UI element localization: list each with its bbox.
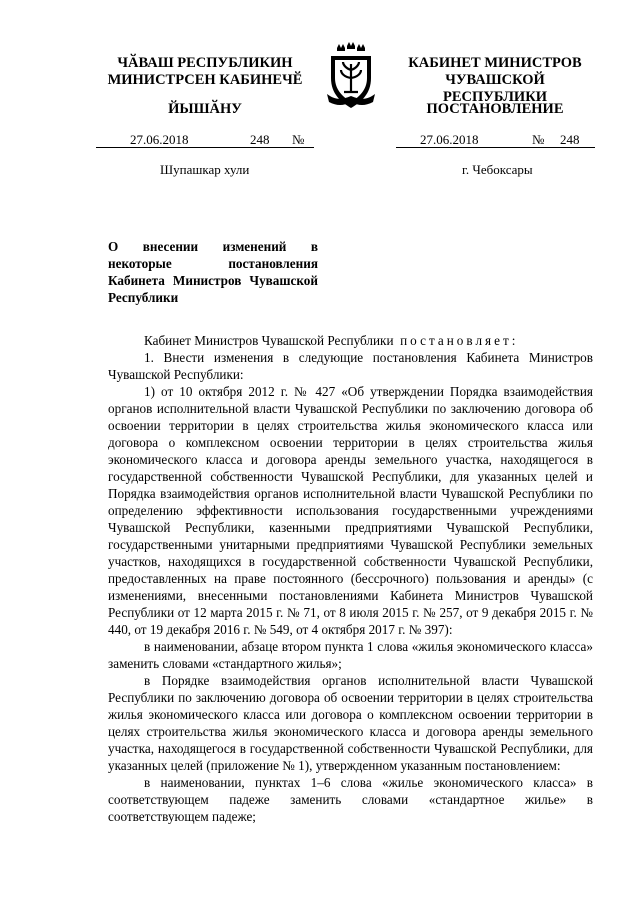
paragraph-2: 1) от 10 октября 2012 г. № 427 «Об утверждении Порядка взаимодействия органов исполнительной власти Чувашской Республики по заключению договора об освоении территории в целях строительства жилья экономического класса или договора о комплексном освоении территории в целях строительства жилья экономического класса и договора аренды земельного участка, находящегося в государственной собственности Чувашской Республики, для указанных целей и Порядка взаимодействия органов исполнительной власти Чувашской Республики по определению эффективности использования государственными учреждениями Чувашской Республики, казенными предприятиями Чувашской Республики, государственными унитарными предприятиями Чувашской Республики земельных участков, находящихся в государственной собственности Чувашской Республики, предоставленных на праве постоянного (бессрочного) пользования и аренды» (с изменениями, внесенными постановлениями Кабинета Министров Чувашской Республики от 12 марта 2015 г. № 71, от 8 июля 2015 г. № 257, от 9 декабря 2015 г. № 440, от 19 декабря 2016 г. № 549, от 4 октября 2017 г. № 397):	[108, 384, 593, 637]
header-left-line1: ЧӐВАШ РЕСПУБЛИКИН	[117, 55, 293, 71]
header-right	[395, 55, 595, 106]
paragraph-3: в наименовании, абзаце втором пункта 1 слова «жилья экономического класса» заменить словами «стандартного жилья»;	[108, 639, 593, 671]
date-right: 27.06.2018	[420, 132, 479, 147]
place-right: г. Чебоксары	[462, 162, 533, 177]
paragraph-4: в Порядке взаимодействия органов исполнительной власти Чувашской Республики по заключению договора об освоении территории в целях строительства жилья экономического класса или договора о комплексном освоении территории в целях строительства жилья экономического класса и договора аренды земельного участка, находящегося в государственной собственности Чувашской Республики, для указанных целей (приложение № 1), утвержденном указанным постановлением:	[108, 673, 593, 773]
header-right-line2: ЧУВАШСКОЙ РЕСПУБЛИКИ	[442, 72, 548, 105]
date-number-line-right	[396, 132, 595, 148]
header-left-line2: МИНИСТРСЕН КАБИНЕЧӖ	[107, 72, 303, 88]
paragraph-1: 1. Внести изменения в следующие постановления Кабинета Министров Чувашской Республики:	[108, 350, 593, 382]
document-body	[108, 332, 593, 825]
document-subject: О внесении изменений в некоторые постановления Кабинета Министров Чувашской Республики	[108, 239, 318, 305]
number-right: 248	[560, 132, 580, 147]
number-sign-left: №	[292, 132, 305, 147]
header-left	[95, 55, 315, 89]
date-left: 27.06.2018	[130, 132, 189, 147]
place-left: Шупашкар хули	[160, 162, 250, 177]
date-number-line-left	[96, 132, 314, 148]
header-right-line1: КАБИНЕТ МИНИСТРОВ	[408, 55, 582, 71]
intro-verb: постановляет:	[400, 333, 519, 348]
number-sign-right: №	[532, 132, 545, 147]
number-left: 248	[250, 132, 270, 147]
intro-paragraph	[108, 332, 593, 349]
intro-text: Кабинет Министров Чувашской Республики	[144, 333, 394, 348]
paragraph-5: в наименовании, пунктах 1–6 слова «жилье экономического класса» в соответствующем падеже заменить словами «стандартное жилье» в соответствующем падеже;	[108, 775, 593, 824]
emblem-chuvashia-icon	[325, 42, 377, 112]
doctype-left: ЙЫШӐНУ	[168, 101, 242, 117]
doctype-right: ПОСТАНОВЛЕНИЕ	[426, 101, 564, 117]
